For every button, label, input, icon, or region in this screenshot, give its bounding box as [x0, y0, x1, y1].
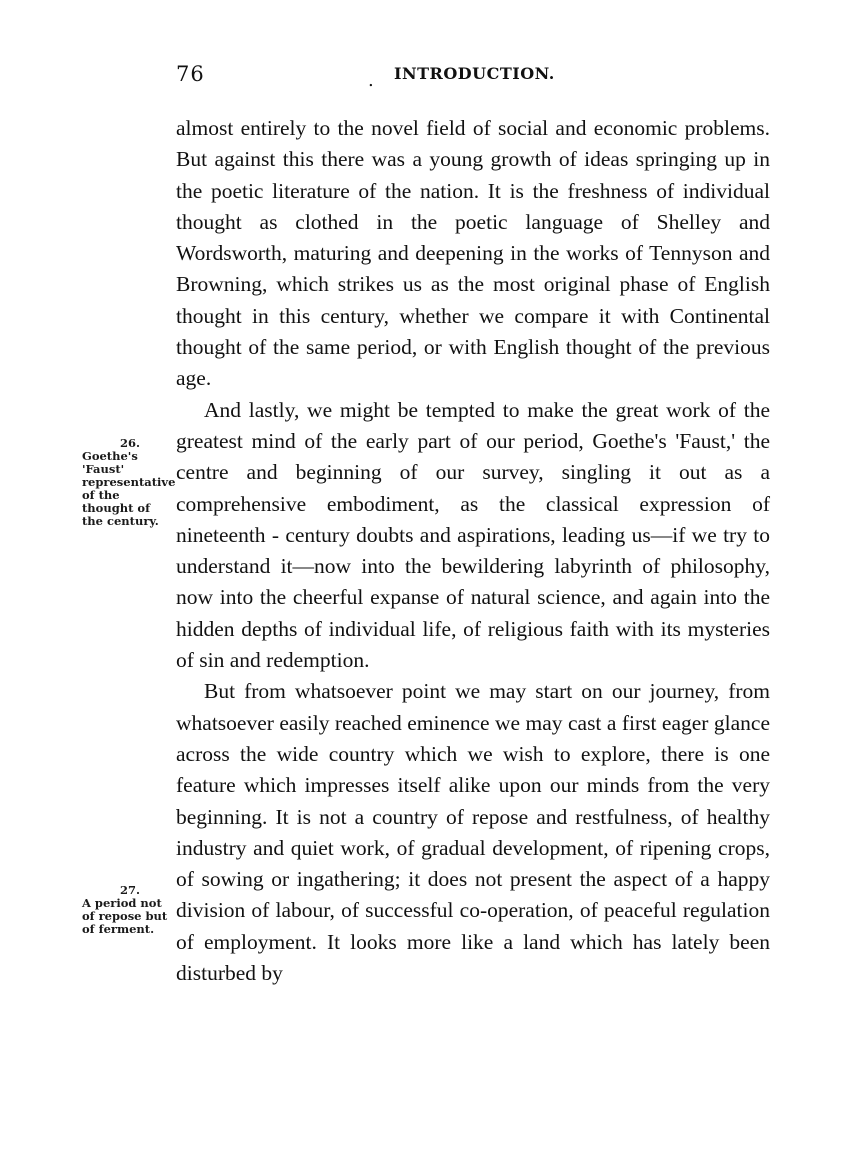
paragraph-ferment: But from whatsoever point we may start on our journey, from whatsoever easily reached eminence we may cast a first eager glance across the wide country which we wish to explore, there is one feature which impresses itself alike upon our minds from the very beginning. It is not a country of repose and restfulness, of healthy industry and quiet work, of gradual development, of ripening crops, of sowing or ingathering; it does not present the aspect of a happy division of labour, of successful co-operation, of peaceful regulation of employment. It looks more like a land which has lately been disturbed by	[176, 679, 770, 986]
sidenote-text: A period not of repose but of ferment.	[82, 896, 168, 936]
paragraph-faust: And lastly, we might be tempted to make the great work of the greatest mind of the early part of our period, Goethe's 'Faust,' the centre and beginning of our survey, singling it out as a comprehensive embodiment, as the classical expression of nineteenth - century doubts and aspirations, leading us—if we try to understand it—now into the bewildering labyrinth of philosophy, now into the cheerful expanse of natural science, and again into the hidden depths of individual life, of religious faith with its mysteries of sin and redemption.	[176, 397, 770, 673]
sidenote-text: Goethe's 'Faust' representative of the thought of the century.	[82, 449, 176, 528]
sidenote-number: 26.	[119, 436, 140, 450]
paragraph-continuation: almost entirely to the novel field of social and economic problems. But against this there was a young growth of ideas springing up in the poetic literature of the nation. It is the freshness of individual thought as clothed in the poetic language of Shelley and Wordsworth, maturing and deepening in the works of Tennyson and Browning, which strikes us as the most original phase of English thought in this century, whether we compare it with Continental thought of the same period, or with English thought of the previous age.	[176, 116, 770, 391]
page-number: 76	[176, 62, 205, 86]
body-text	[176, 113, 770, 989]
sidenote-number: 27.	[119, 883, 140, 897]
header-dot: .	[368, 70, 374, 91]
sidenote-26	[82, 436, 176, 528]
sidenote-27	[82, 884, 168, 936]
page-header	[176, 62, 772, 92]
running-head: INTRODUCTION.	[394, 64, 555, 83]
